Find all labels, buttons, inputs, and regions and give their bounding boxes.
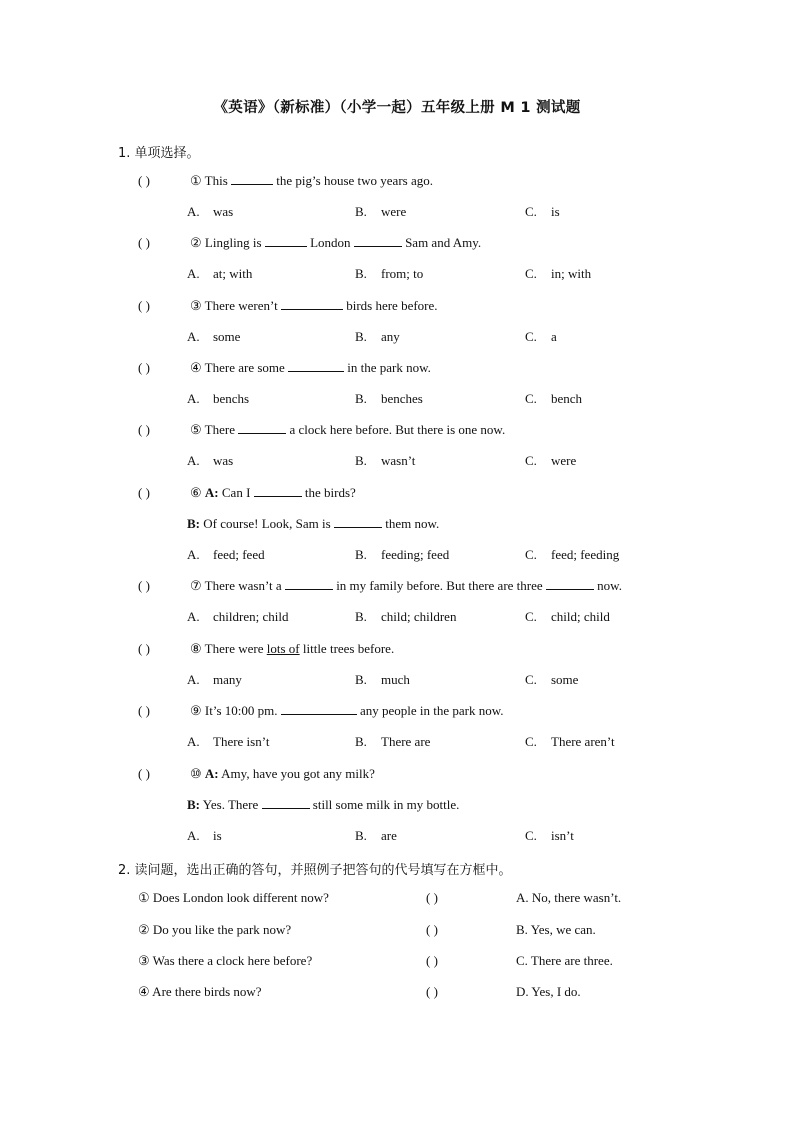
question-3: ( ) ③ There weren’t birds here before. <box>138 298 438 313</box>
answer-paren[interactable]: ( ) <box>138 173 150 188</box>
question-10-reply: B: Yes. There still some milk in my bottle. <box>187 797 460 812</box>
match-answer: D. Yes, I do. <box>516 984 581 999</box>
option-a[interactable]: A. benchs <box>187 391 250 406</box>
option-b[interactable]: B. were <box>355 204 407 219</box>
blank <box>231 173 273 185</box>
question-8: ( ) ⑧ There were lots of little trees before. <box>138 641 395 656</box>
answer-paren[interactable]: ( ) <box>426 984 438 999</box>
blank <box>281 298 343 310</box>
section-2-heading: 2. 读问题，选出正确的答句，并照例子把答句的代号填写在方框中。 <box>118 863 512 878</box>
blank <box>546 578 594 590</box>
blank <box>334 516 382 528</box>
answer-paren[interactable]: ( ) <box>138 235 150 250</box>
answer-paren[interactable]: ( ) <box>138 360 150 375</box>
blank <box>265 235 307 247</box>
option-b[interactable]: B. from; to <box>355 266 424 281</box>
option-a[interactable]: A. at; with <box>187 266 253 281</box>
blank <box>262 797 310 809</box>
answer-paren[interactable]: ( ) <box>138 766 150 781</box>
option-c[interactable]: C. in; with <box>525 266 592 281</box>
question-6-reply: B: Of course! Look, Sam is them now. <box>187 516 440 531</box>
option-c[interactable]: C. bench <box>525 391 583 406</box>
answer-paren[interactable]: ( ) <box>138 641 150 656</box>
blank <box>354 235 402 247</box>
match-answer: A. No, there wasn’t. <box>516 890 622 905</box>
option-a[interactable]: A. was <box>187 204 234 219</box>
option-b[interactable]: B. wasn’t <box>355 453 416 468</box>
question-5: ( ) ⑤ There a clock here before. But there is one now. <box>138 422 506 437</box>
answer-paren[interactable]: ( ) <box>138 422 150 437</box>
blank <box>285 578 333 590</box>
question-9: ( ) ⑨ It’s 10:00 pm. any people in the park now. <box>138 703 504 718</box>
blank <box>254 485 302 497</box>
question-1: ( ) ① This the pig’s house two years ago. <box>138 173 433 188</box>
question-10: ( ) ⑩ A: Amy, have you got any milk? <box>138 766 375 781</box>
answer-paren[interactable]: ( ) <box>138 703 150 718</box>
blank <box>238 422 286 434</box>
option-c[interactable]: C. were <box>525 453 577 468</box>
option-b[interactable]: B. There are <box>355 734 431 749</box>
option-c[interactable]: C. is <box>525 204 560 219</box>
option-c[interactable]: C. some <box>525 672 579 687</box>
question-6: ( ) ⑥ A: Can I the birds? <box>138 485 356 500</box>
option-a[interactable]: A. was <box>187 453 234 468</box>
answer-paren[interactable]: ( ) <box>426 922 438 937</box>
option-b[interactable]: B. much <box>355 672 410 687</box>
answer-paren[interactable]: ( ) <box>138 578 150 593</box>
option-a[interactable]: A. is <box>187 828 222 843</box>
option-c[interactable]: C. There aren’t <box>525 734 615 749</box>
question-7: ( ) ⑦ There wasn’t a in my family before. But there are three now. <box>138 578 622 593</box>
option-b[interactable]: B. feeding; feed <box>355 547 450 562</box>
answer-paren[interactable]: ( ) <box>426 953 438 968</box>
option-c[interactable]: C. isn’t <box>525 828 574 843</box>
option-c[interactable]: C. feed; feeding <box>525 547 620 562</box>
match-answer: C. There are three. <box>516 953 613 968</box>
option-b[interactable]: B. benches <box>355 391 423 406</box>
match-question: ④ Are there birds now? <box>138 984 262 999</box>
option-a[interactable]: A. children; child <box>187 609 289 624</box>
option-b[interactable]: B. child; children <box>355 609 457 624</box>
answer-paren[interactable]: ( ) <box>426 890 438 905</box>
question-4: ( ) ④ There are some in the park now. <box>138 360 431 375</box>
match-question: ② Do you like the park now? <box>138 922 292 937</box>
blank <box>288 360 344 372</box>
option-b[interactable]: B. are <box>355 828 397 843</box>
option-a[interactable]: A. feed; feed <box>187 547 265 562</box>
match-question: ① Does London look different now? <box>138 890 329 905</box>
option-a[interactable]: A. some <box>187 329 241 344</box>
answer-paren[interactable]: ( ) <box>138 298 150 313</box>
page-title: 《英语》（新标准）（小学一起）五年级上册 M 1 测试题 <box>213 100 581 116</box>
option-b[interactable]: B. any <box>355 329 400 344</box>
match-question: ③ Was there a clock here before? <box>138 953 313 968</box>
option-a[interactable]: A. There isn’t <box>187 734 270 749</box>
section-1-heading: 1. 单项选择。 <box>118 146 200 161</box>
option-c[interactable]: C. a <box>525 329 557 344</box>
match-answer: B. Yes, we can. <box>516 922 596 937</box>
option-a[interactable]: A. many <box>187 672 242 687</box>
blank <box>281 703 357 715</box>
option-c[interactable]: C. child; child <box>525 609 610 624</box>
answer-paren[interactable]: ( ) <box>138 485 150 500</box>
question-2: ( ) ② Lingling is London Sam and Amy. <box>138 235 482 250</box>
